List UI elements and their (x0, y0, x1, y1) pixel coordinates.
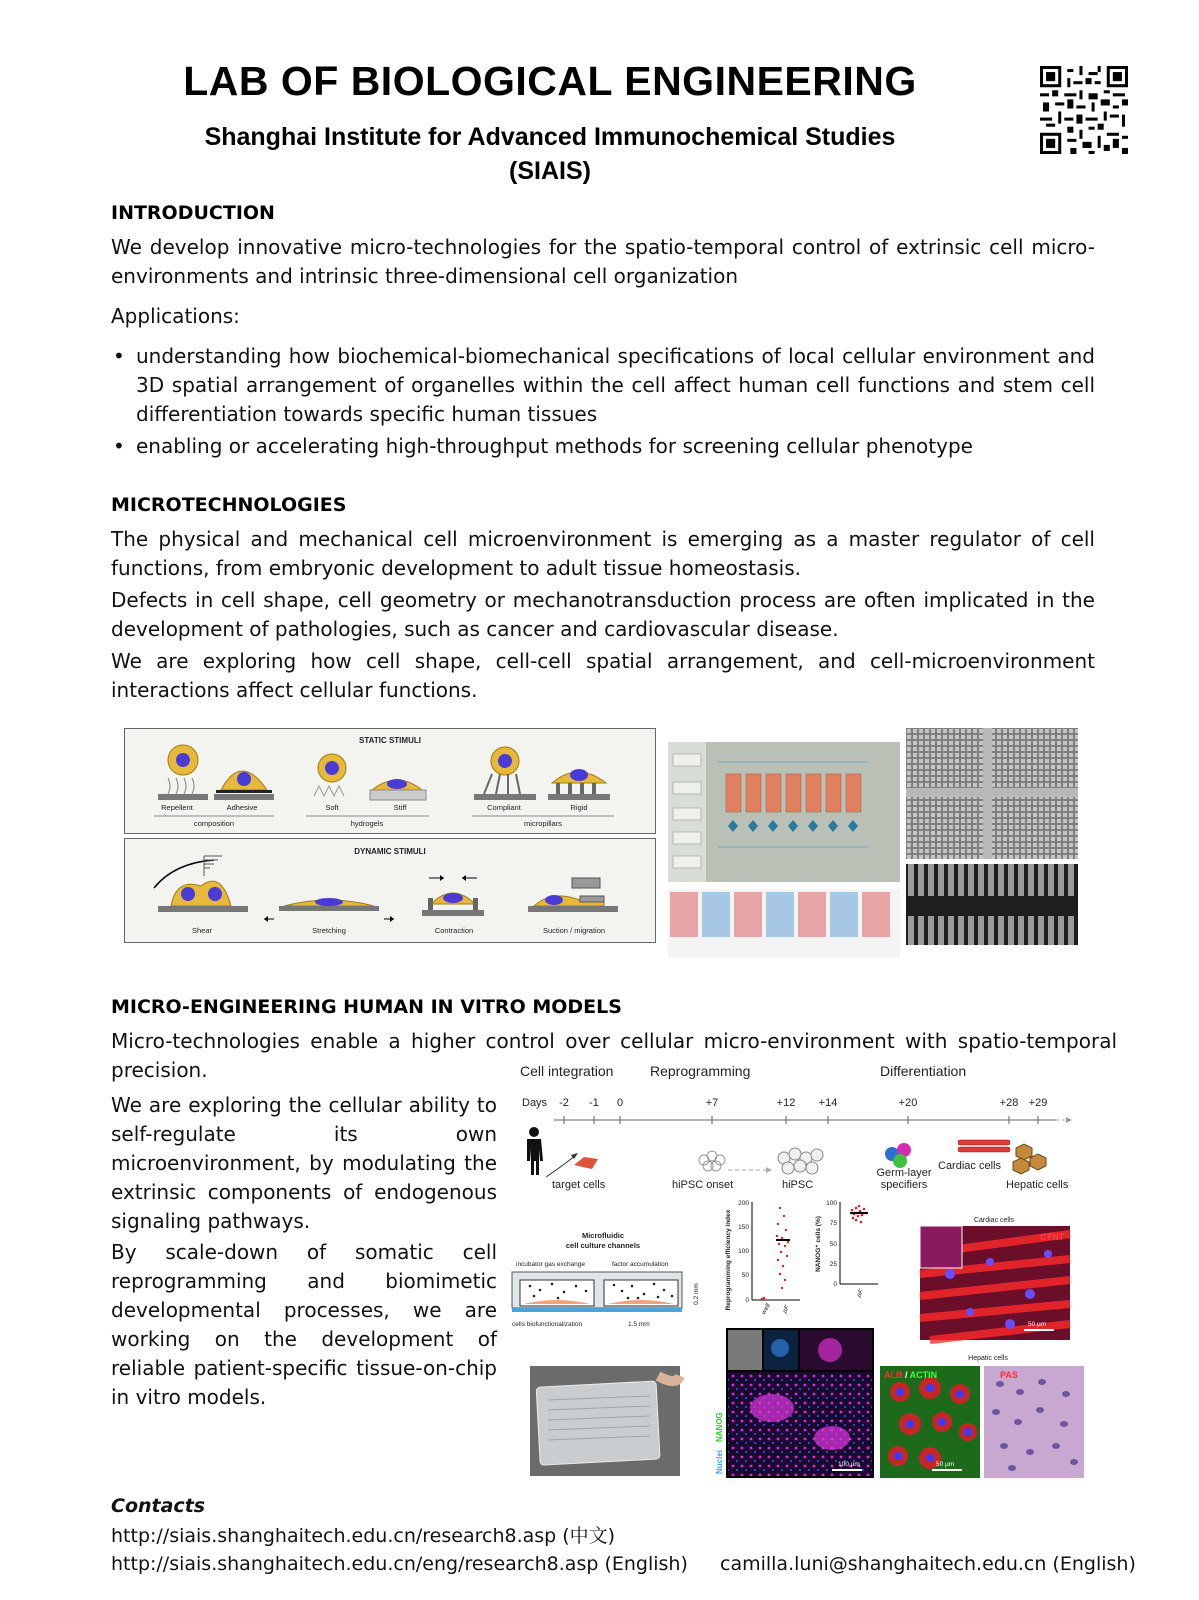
label-rigid: Rigid (570, 803, 588, 812)
introduction-text: We develop innovative micro-technologies for the spatio-temporal control of extrinsic cell micro-environments and intrinsic three-dimensional cell organization (111, 235, 1095, 288)
stain-nanog-label: NANOG (715, 1412, 724, 1442)
microwell-photo (906, 728, 1078, 945)
hepatic-marker-actin: ACTIN (909, 1370, 938, 1380)
day-tick: +20 (898, 1097, 918, 1109)
hepatic-marker-pas: PAS (1000, 1370, 1018, 1380)
models-paragraph-1: We are exploring the cellular ability to self-regulate its own microenvironment, by modulating the extrinsic components of endogenous signaling pathways. (111, 1093, 497, 1233)
day-tick: +7 (705, 1097, 719, 1109)
nanog-tick: 100 (826, 1200, 837, 1207)
label-gas-exchange: incubator gas exchange (516, 1261, 586, 1268)
microtechnologies-paragraph-2: Defects in cell shape, cell geometry or mechanotransduction process are often implicated in the development of pathologies, such as cancer and cardiovascular disease. (111, 588, 1095, 641)
day-tick: +28 (999, 1097, 1019, 1109)
stage-cardiac-cells: Cardiac cells (938, 1160, 1001, 1172)
cardiac-cells-title: Cardiac cells (973, 1217, 1015, 1224)
day-tick: +14 (818, 1097, 838, 1109)
day-tick: -1 (589, 1097, 599, 1109)
qr-code-icon[interactable] (1040, 66, 1128, 154)
channels-title-line1: Microfluidic (581, 1231, 625, 1240)
introduction-heading: INTRODUCTION (111, 202, 275, 224)
list-item: • enabling or accelerating high-throughput methods for screening cellular phenotype (111, 432, 1095, 461)
efficiency-tick: 150 (738, 1224, 749, 1231)
nanog-tick: 50 (829, 1241, 837, 1248)
models-heading: MICRO-ENGINEERING HUMAN IN VITRO MODELS (111, 996, 622, 1018)
hiPSC-colony-icon (778, 1148, 823, 1174)
label-shear: Shear (191, 926, 213, 935)
day-tick: 0 (616, 1097, 624, 1109)
group-hydrogels: hydrogels (350, 819, 384, 828)
efficiency-x-uf: µF (781, 1304, 792, 1315)
days-label: Days (522, 1097, 548, 1109)
label-compliant: Compliant (487, 803, 521, 812)
hepatic-scale-bar: 50 µm (936, 1461, 955, 1468)
dynamic-stimuli-title: DYNAMIC STIMULI (354, 847, 426, 856)
poster-title: LAB OF BIOLOGICAL ENGINEERING (183, 58, 917, 104)
day-tick: +29 (1028, 1097, 1048, 1109)
models-intro: Micro-technologies enable a higher control over cellular micro-environment with spatio-temporal precision. (111, 1029, 1117, 1082)
contact-link-english[interactable]: http://siais.shanghaitech.edu.cn/eng/research8.asp (English) (111, 1553, 688, 1575)
phase-reprogramming: Reprogramming (650, 1063, 751, 1079)
group-micropillars: micropillars (524, 819, 562, 828)
hepatic-cells-icon (1013, 1144, 1046, 1174)
hepatic-markers: ALB / ACTIN (884, 1370, 938, 1380)
label-cells-biofunctionalization: cells biofunctionalization (512, 1321, 583, 1328)
hiPSC-onset-icon (699, 1151, 725, 1171)
chip-device-photo (530, 1366, 680, 1476)
label-adhesive: Adhesive (226, 803, 258, 812)
microfluidic-chip-photo (668, 742, 900, 957)
applications-label: Applications: (111, 304, 240, 328)
stage-hipsc: hiPSC (782, 1179, 814, 1191)
static-stimuli-title: STATIC STIMULI (359, 736, 421, 745)
label-channel-height: 0.2 mm (693, 1283, 700, 1305)
models-paragraph-2: By scale-down of somatic cell reprogramming and biomimetic developmental processes, we are working on the development of reliable patient-specific tissue-on-chip in vitro models. (111, 1240, 497, 1409)
hepatic-marker-alb: ALB (884, 1370, 903, 1380)
day-tick: -2 (559, 1097, 569, 1109)
nanog-ylabel: NANOG⁺ cells (%) (815, 1216, 822, 1272)
contact-link-chinese[interactable]: http://siais.shanghaitech.edu.cn/research8.asp (中文) (111, 1525, 616, 1547)
label-channel-width: 1.5 mm (628, 1321, 650, 1328)
label-suction-migration: Suction / migration (542, 926, 606, 935)
stage-germ-layer-line2: specifiers (880, 1179, 928, 1191)
efficiency-tick: 200 (738, 1200, 749, 1207)
contacts-heading: Contacts (111, 1495, 206, 1517)
stage-hepatic-cells: Hepatic cells (1006, 1179, 1069, 1191)
nanog-tick: 25 (829, 1261, 837, 1268)
nanog-x-uf: µF (855, 1288, 866, 1299)
efficiency-tick: 100 (738, 1248, 749, 1255)
label-stretching: Stretching (312, 926, 346, 935)
day-tick: +12 (776, 1097, 796, 1109)
channels-title-line2: cell culture channels (565, 1241, 641, 1250)
institute-name-line1: Shanghai Institute for Advanced Immunochemical Studies (204, 123, 896, 151)
microfluidic-channels-diagram (512, 1224, 700, 1344)
label-factor-accumulation: factor accumulation (612, 1261, 669, 1268)
hepatic-cells-title: Hepatic cells (968, 1355, 1008, 1362)
nanog-tick: 75 (829, 1220, 837, 1227)
reprogramming-timeline (516, 1062, 1082, 1190)
stain-nuclei-label: Nuclei (715, 1449, 724, 1474)
label-soft: Soft (325, 803, 339, 812)
group-composition: composition (193, 819, 235, 828)
germ-layer-icon (885, 1143, 911, 1168)
microtechnologies-paragraph-3: We are exploring how cell shape, cell-cell spatial arrangement, and cell-microenvironment interactions affect cellular functions. (111, 649, 1095, 702)
cardiac-cells-micrograph (920, 1214, 1070, 1340)
person-icon (527, 1127, 543, 1175)
cardiac-marker-label: CTNT (1040, 1232, 1064, 1242)
reprogramming-efficiency-plots (722, 1196, 892, 1320)
nanog-staining-micrograph (712, 1328, 874, 1478)
efficiency-tick: 50 (741, 1272, 749, 1279)
efficiency-ylabel: Reprogramming efficiency index (725, 1209, 732, 1311)
cardiac-cells-icon (958, 1140, 1010, 1152)
label-repellent: Repellent (161, 803, 193, 812)
stage-hipsc-onset: hiPSC onset (672, 1179, 734, 1191)
microtechnologies-paragraph-1: The physical and mechanical cell microenvironment is emerging as a master regulator of cell functions, from embryonic development to adult tissue homeostasis. (111, 527, 1095, 580)
institute-name-line2: (SIAIS) (509, 157, 591, 185)
stain-scale-bar: 100 µm (838, 1461, 860, 1468)
label-contraction: Contraction (434, 926, 474, 935)
stimuli-diagram (124, 728, 656, 943)
nanog-tick: 0 (833, 1281, 837, 1288)
phase-cell-integration: Cell integration (520, 1063, 614, 1079)
stage-germ-layer-line1: Germ-layer (876, 1167, 932, 1179)
phase-differentiation: Differentiation (880, 1063, 967, 1079)
stage-target-cells: target cells (552, 1179, 606, 1191)
label-stiff: Stiff (393, 803, 407, 812)
applications-list (111, 342, 1095, 464)
efficiency-tick: 0 (745, 1297, 749, 1304)
efficiency-x-well: well (760, 1302, 772, 1316)
contact-email[interactable]: camilla.luni@shanghaitech.edu.cn (English) (720, 1553, 1136, 1575)
microtechnologies-heading: MICROTECHNOLOGIES (111, 494, 347, 516)
cardiac-scale-bar: 50 µm (1028, 1321, 1047, 1328)
list-item: • understanding how biochemical-biomechanical specifications of local cellular environment and 3D spatial arrangement of organelles within the cell affect human cell functions and stem cell differentiation towards specific human tissues (111, 342, 1095, 429)
hepatic-cells-micrograph (880, 1352, 1084, 1478)
institute-name (100, 120, 1000, 188)
